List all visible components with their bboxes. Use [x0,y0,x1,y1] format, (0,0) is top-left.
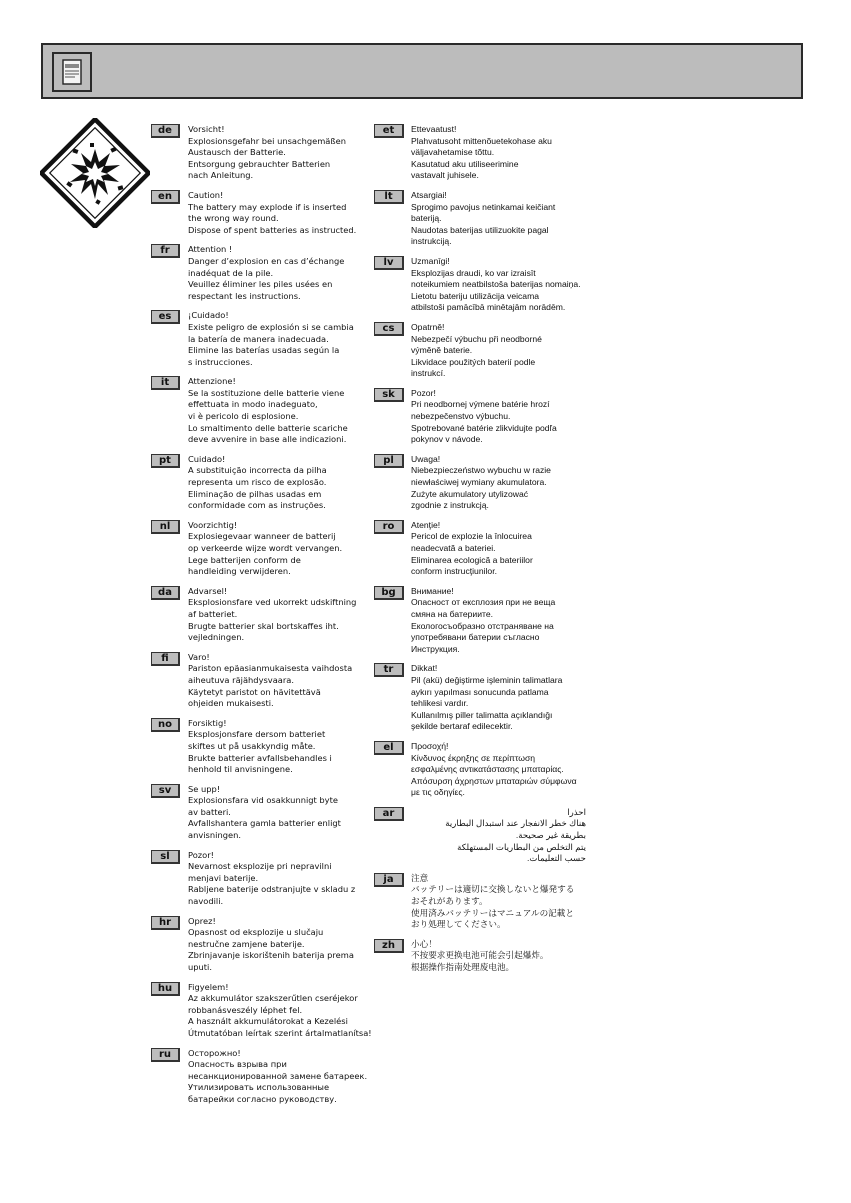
language-code-badge: fr [151,244,180,258]
warning-entry-it [151,376,376,446]
warning-entry-hr [151,916,376,974]
warning-text: Atenţie! Pericol de explozie la înlocuirea neadecvată a bateriei. Eliminarea ecologică a bateriilor conform instrucţiunilor. [411,519,533,577]
warning-entry-sv [151,784,376,842]
warning-entry-sk [374,388,594,446]
language-code-badge: sl [151,850,180,864]
language-code-badge: cs [374,322,404,336]
explosion-hazard-icon [40,118,150,228]
language-code-badge: no [151,718,180,732]
warning-text: Uzmanīgi! Eksplozijas draudi, ko var izraisīt noteikumiem neatbilstoša baterijas nomaiņa. Lietotu bateriju utilizācija veicama atbilstoši pamācībā minētajām norādēm. [411,255,581,313]
language-code-badge: en [151,190,180,204]
warning-entry-ja [374,873,594,931]
warning-entry-nl [151,520,376,578]
language-code-badge: ru [151,1048,180,1062]
language-code-badge: el [374,741,404,755]
warning-entry-no [151,718,376,776]
language-code-badge: de [151,124,180,138]
warning-entry-lv [374,256,594,314]
language-code-badge: fi [151,652,180,666]
warning-entry-lt [374,190,594,248]
language-code-badge: lv [374,256,404,270]
warning-text: Vorsicht! Explosionsgefahr bei unsachgemäßen Austausch der Batterie. Entsorgung gebrauchter Batterien nach Anleitung. [188,124,346,181]
language-code-badge: ar [374,807,404,821]
warning-text: ¡Cuidado! Existe peligro de explosión si se cambia la batería de manera inadecuada. Elimine las baterías usadas según la s instrucciones. [188,310,354,367]
warning-text: Dikkat! Pil (akü) değiştirme işleminin talimatlara aykırı yapılması sonucunda patlama tehlikesi vardır. Kullanılmış piller talimatta açıklandığı şekilde bertaraf edilecektir. [411,663,563,732]
warning-entry-pl [374,454,594,512]
warning-text: Figyelem! Az akkumulátor szakszerűtlen cseréjekor robbanásveszély léphet fel. A használt akkumulátorokat a Kezelési Útmutatóban leírtak szerint ártalmatlanítsa! [188,981,372,1038]
warning-entry-da [151,586,376,644]
warning-entry-zh [374,939,594,974]
warning-text: Προσοχή! Κίνδυνος έκρηξης σε περίπτωση εσφαλμένης αντικατάστασης μπαταρίας. Απόσυρση άχρηστων μπαταριών σύμφωνα με τις οδηγίες. [411,740,577,798]
language-code-badge: pl [374,454,404,468]
warning-text: 注意 バッテリーは適切に交換しないと爆発する おそれがあります。 使用済みバッテリーはマニュアルの記載と おり処理してください。 [411,872,575,930]
warning-text: Atsargiai! Sprogimo pavojus netinkamai keičiant bateriją. Naudotas baterijas utilizuokite pagal instrukciją. [411,189,556,247]
warning-entry-ro [374,520,594,578]
warning-text: Varo! Pariston epäasianmukaisesta vaihdosta aiheutuva räjähdysvaara. Käytetyt paristot on hävitettävä ohjeiden mukaisesti. [188,651,353,709]
warning-text: Pozor! Pri neodbornej výmene batérie hrozí nebezpečenstvo výbuchu. Spotrebované batérie zlikvidujte podľa pokynov v návode. [411,387,557,445]
warning-text: Advarsel! Eksplosionsfare ved ukorrekt udskiftning af batteriet. Brugte batterier skal bortskaffes iht. vejledningen. [188,585,357,643]
warning-text: Forsiktig! Eksplosjonsfare dersom batteriet skiftes ut på usakkyndig måte. Brukte batterier avfallsbehandles i henhold til anvisningene. [188,717,332,775]
document-icon [52,52,92,92]
warning-entry-cs [374,322,594,380]
language-code-badge: pt [151,454,180,468]
language-code-badge: zh [374,939,404,953]
header-bar [41,43,803,99]
warning-entry-pt [151,454,376,512]
language-code-badge: bg [374,586,404,600]
language-code-badge: sv [151,784,180,798]
warning-text: Attention ! Danger d’explosion en cas d’échange inadéquat de la pile. Veuillez éliminer les piles usées en respectant les instructions. [188,244,345,301]
warning-text: Cuidado! A substituição incorrecta da pilha representa um risco de explosão. Eliminação de pilhas usadas em conformidade com as instruções. [188,453,327,511]
warning-text: Uwaga! Niebezpieczeństwo wybuchu w razie niewłaściwej wymiany akumulatora. Zużyte akumulatory utylizować zgodnie z instrukcją. [411,453,551,511]
warning-entry-bg [374,586,594,656]
language-code-badge: tr [374,663,404,677]
warning-text: Осторожно! Опасность взрыва при несанкционированной замене батареек. Утилизировать использованные батарейки согласно руководству. [188,1047,368,1104]
warning-entry-el [374,741,594,799]
warning-text: Voorzichtig! Explosiegevaar wanneer de batterij op verkeerde wijze wordt vervangen. Lege batterijen conform de handleiding verwijderen. [188,519,343,577]
language-code-badge: nl [151,520,180,534]
warning-entry-fi [151,652,376,710]
warning-entry-fr [151,244,376,302]
left-language-column [151,124,376,1114]
warning-entry-tr [374,663,594,733]
warning-entry-es [151,310,376,368]
warning-entry-et [374,124,594,182]
warning-text: Caution! The battery may explode if is inserted the wrong way round. Dispose of spent batteries as instructed. [188,189,357,235]
language-code-badge: lt [374,190,404,204]
language-code-badge: hr [151,916,180,930]
warning-text: Внимание! Опасност от експлозия при не веща смяна на батериите. Екологосъобразно отстраняване на употребявани батерии съгласно Инструкция. [411,585,556,654]
right-language-column [374,124,594,982]
warning-text: Pozor! Nevarnost eksplozije pri nepravilni menjavi baterije. Rabljene baterije odstranjujte v skladu z navodili. [188,849,356,907]
language-code-badge: sk [374,388,404,402]
warning-entry-sl [151,850,376,908]
warning-entry-hu [151,982,376,1040]
warning-text: Oprez! Opasnost od eksplozije u slučaju nestručne zamjene baterije. Zbrinjavanje iskorištenih baterija prema uputi. [188,915,354,972]
language-code-badge: es [151,310,180,324]
warning-text: Ettevaatust! Plahvatusoht mittenõuetekohase aku väljavahetamise tõttu. Kasutatud aku utiliseerimine vastavalt juhisele. [411,124,552,181]
language-code-badge: ja [374,873,404,887]
warning-text: 小心！ 不按要求更换电池可能会引起爆炸。 根据操作指南处理废电池。 [411,938,549,972]
warning-text: Attenzione! Se la sostituzione delle batterie viene effettuata in modo inadeguato, vi è pericolo di esplosione. Lo smaltimento delle batterie scariche deve avvenire in base alle indicazioni. [188,376,348,445]
warning-text: Se upp! Explosionsfara vid osakkunnigt byte av batteri. Avfallshantera gamla batterier enligt anvisningen. [188,783,341,841]
warning-text: Opatrně! Nebezpečí výbuchu při neodborné výměně baterie. Likvidace použitých baterií podle instrukcí. [411,321,542,379]
language-code-badge: it [151,376,180,390]
language-code-badge: hu [151,982,180,996]
warning-entry-de [151,124,376,182]
warning-entry-en [151,190,376,236]
language-code-badge: ro [374,520,404,534]
warning-entry-ru [151,1048,376,1106]
language-code-badge: da [151,586,180,600]
language-code-badge: et [374,124,404,138]
warning-text: احذرا هناك خطر الانفجار عند استبدال البطارية بطريقة غير صحيحة. يتم التخلص من البطاريات المستهلكة حسب التعليمات. [445,806,586,864]
warning-entry-ar [374,807,594,865]
